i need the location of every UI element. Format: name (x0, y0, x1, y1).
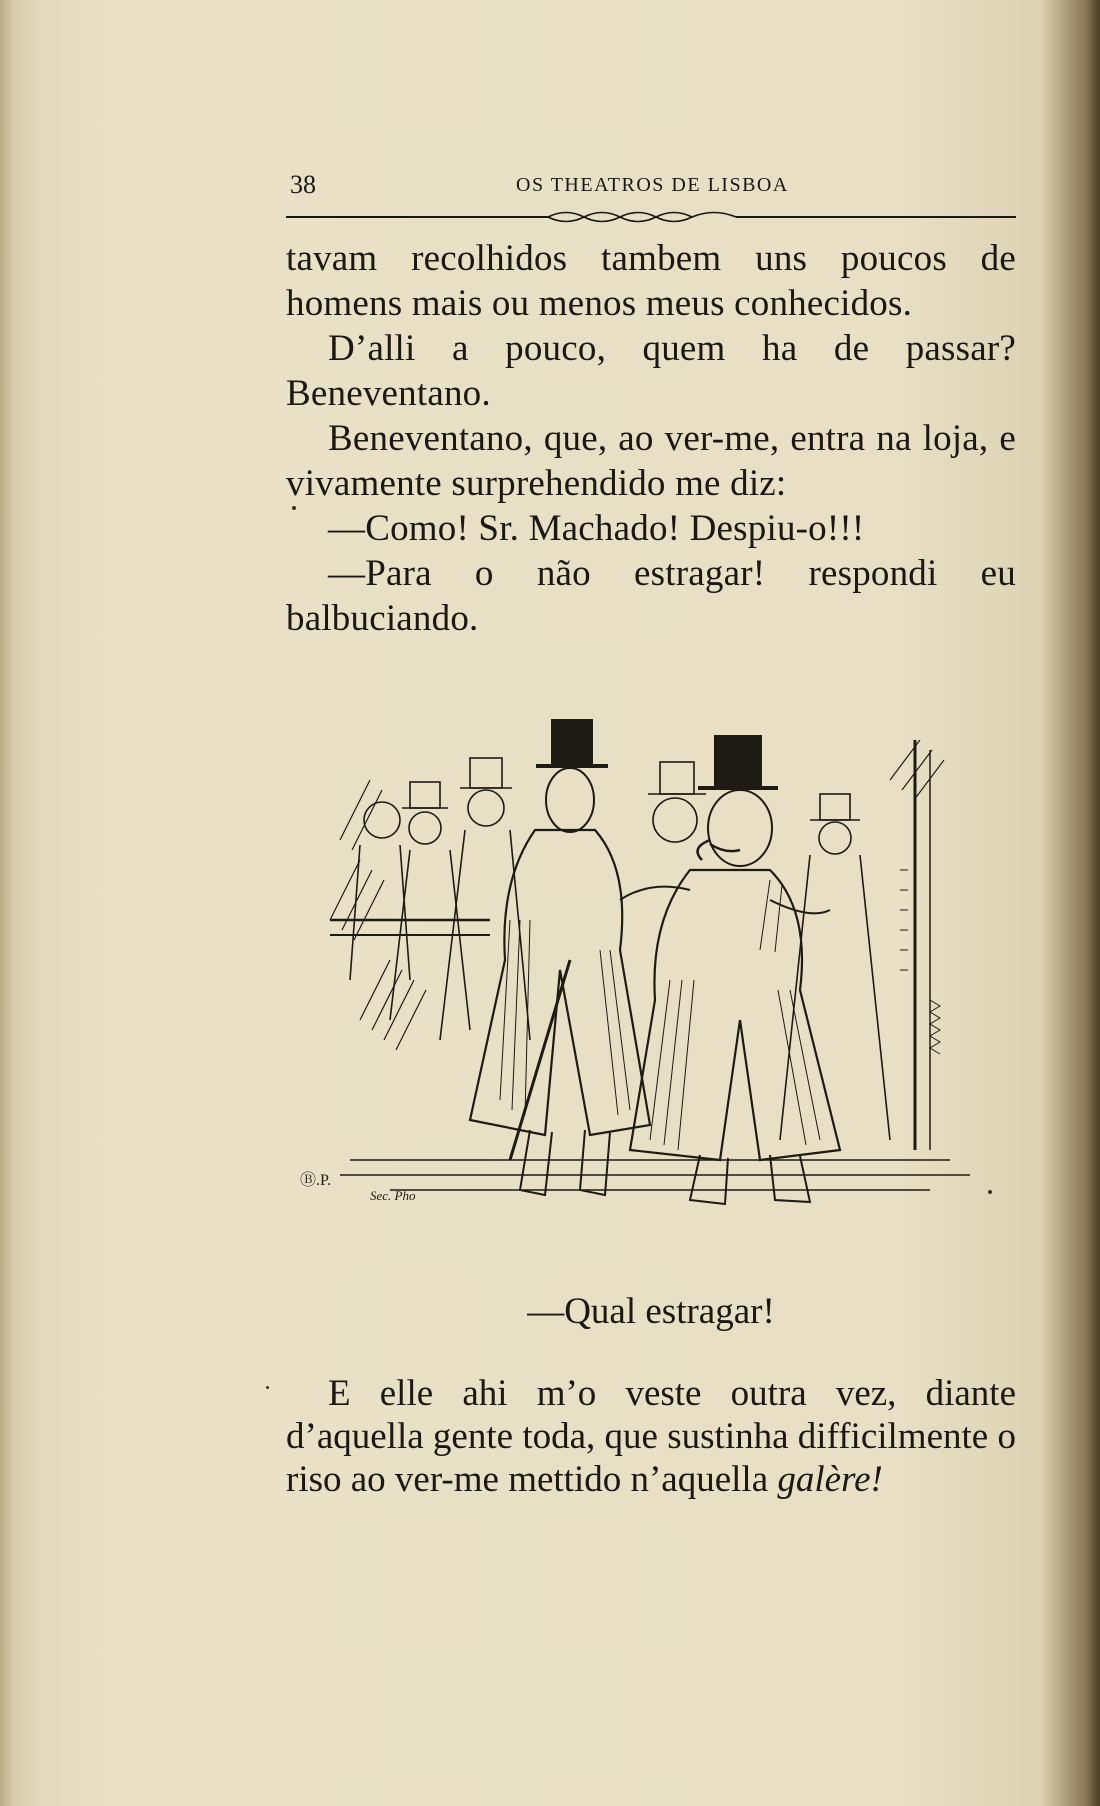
illustration-caption: —Qual estragar! (527, 1291, 775, 1332)
paragraph-text: E elle ahi m’o veste outra vez, diante d’aquella gente toda, que sustinha difficilmente o riso ao ver-me mettido n’aquella (286, 1373, 1016, 1500)
engraving-illustration (300, 720, 970, 1210)
ink-speck (266, 1386, 269, 1389)
engraver-signature: Sec. Pho (370, 1188, 416, 1203)
body-text (286, 236, 1016, 641)
paragraph-continuation: tavam recolhidos tambem uns poucos de homens mais ou menos meus conhecidos. (286, 238, 1016, 324)
paragraph: D’alli a pouco, quem ha de passar? Beneventano. (286, 328, 1016, 414)
dialogue-line: —Como! Sr. Machado! Despiu-o!!! (328, 508, 865, 549)
page-number: 38 (290, 170, 316, 199)
ink-speck (988, 1190, 992, 1194)
running-title: OS THEATROS DE LISBOA (516, 174, 789, 196)
paragraph: Beneventano, que, ao ver-me, entra na loja, e vivamente surprehendido me diz: (286, 418, 1016, 504)
decorative-rule (286, 206, 1016, 226)
page-header (286, 170, 1016, 200)
page-edge (0, 0, 14, 1806)
dialogue-line: —Para o não estragar! respondi eu balbuciando. (286, 553, 1016, 639)
closing-paragraph (286, 1372, 1016, 1501)
artist-monogram: Ⓑ.P. (300, 1172, 332, 1189)
paragraph (286, 1372, 1016, 1501)
ink-speck (292, 506, 296, 510)
italic-word: galère! (777, 1459, 883, 1500)
